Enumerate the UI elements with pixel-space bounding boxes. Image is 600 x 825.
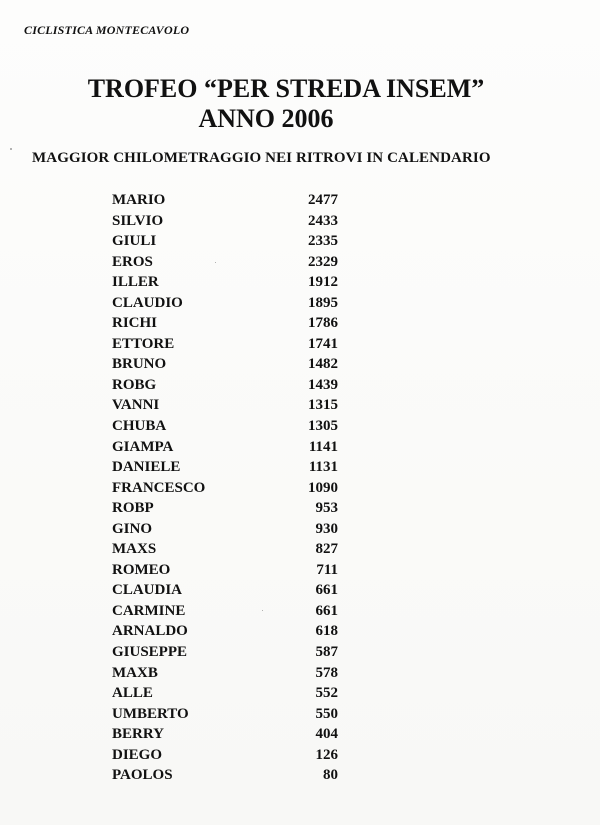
- table-row: [112, 395, 352, 416]
- rider-name: UMBERTO: [112, 705, 189, 722]
- rider-km: 1482: [308, 356, 338, 373]
- rider-name: RICHI: [112, 315, 158, 332]
- rider-name: FRANCESCO: [112, 479, 206, 496]
- rider-name: MARIO: [112, 192, 166, 208]
- table-row: [112, 519, 352, 540]
- table-row: [112, 293, 352, 314]
- table-row: [112, 457, 352, 478]
- table-row: [112, 272, 352, 293]
- rider-name: MAXB: [112, 664, 158, 681]
- rider-name: BERRY: [112, 726, 164, 743]
- rider-name: ARNALDO: [112, 623, 188, 640]
- rider-km: 2335: [308, 233, 338, 250]
- table-row: [112, 231, 352, 252]
- rider-name: SILVIO: [112, 212, 164, 229]
- rider-name: ROBG: [112, 376, 157, 393]
- rider-km: 1439: [308, 376, 338, 393]
- rider-km: 404: [315, 726, 338, 743]
- table-row: [112, 478, 352, 499]
- table-row: [112, 663, 352, 684]
- rider-km: 930: [315, 520, 338, 537]
- table-row: [112, 765, 352, 786]
- rider-km: 1305: [308, 418, 338, 435]
- table-row: [112, 683, 352, 704]
- rider-km: 578: [315, 664, 338, 681]
- table-row: [112, 539, 352, 560]
- rider-km: 2477: [308, 192, 338, 208]
- rider-km: 80: [323, 767, 338, 784]
- rider-name: BRUNO: [112, 356, 167, 373]
- table-row: [112, 437, 352, 458]
- rider-km: 2329: [308, 253, 338, 270]
- paper-speck: [10, 148, 12, 150]
- table-row: [112, 354, 352, 375]
- rider-km: 953: [315, 500, 338, 517]
- rider-name: PAOLOS: [112, 767, 173, 784]
- rankings-table: [112, 190, 352, 786]
- rider-km: 587: [315, 644, 338, 661]
- rider-km: 661: [315, 602, 338, 619]
- table-row: [112, 334, 352, 355]
- rider-name: ROMEO: [112, 561, 171, 578]
- table-row: [112, 745, 352, 766]
- rider-km: 1090: [308, 479, 338, 496]
- paper-speck: [215, 262, 216, 263]
- rider-km: 1131: [308, 459, 338, 476]
- rider-km: 711: [316, 561, 338, 578]
- rider-name: CHUBA: [112, 418, 167, 435]
- rider-name: DANIELE: [112, 459, 181, 476]
- rider-name: EROS: [112, 253, 153, 270]
- rider-km: 661: [315, 582, 338, 599]
- table-row: [112, 498, 352, 519]
- table-row: [112, 252, 352, 273]
- rider-km: 827: [315, 541, 338, 558]
- rider-km: 550: [315, 705, 338, 722]
- table-row: [112, 190, 352, 211]
- rider-name: CARMINE: [112, 602, 186, 619]
- rider-name: ALLE: [112, 685, 153, 702]
- rider-name: ROBP: [112, 500, 154, 517]
- table-row: [112, 601, 352, 622]
- rider-name: DIEGO: [112, 746, 163, 763]
- table-row: [112, 313, 352, 334]
- table-row: [112, 724, 352, 745]
- rider-km: 126: [315, 746, 338, 763]
- rider-km: 2433: [308, 212, 338, 229]
- rider-name: GIULI: [112, 233, 157, 250]
- rider-name: GINO: [112, 520, 153, 537]
- page-title: TROFEO “PER STREDA INSEM”: [87, 74, 485, 103]
- table-row: [112, 211, 352, 232]
- rider-name: ILLER: [112, 274, 159, 291]
- rider-name: MAXS: [112, 541, 157, 558]
- rider-km: 552: [315, 685, 338, 702]
- table-row: [112, 704, 352, 725]
- table-row: [112, 580, 352, 601]
- page-subtitle: MAGGIOR CHILOMETRAGGIO NEI RITROVI IN CALENDARIO: [32, 150, 491, 166]
- club-name: CICLISTICA MONTECAVOLO: [24, 23, 190, 37]
- rider-name: CLAUDIO: [112, 294, 183, 311]
- table-row: [112, 416, 352, 437]
- rider-name: VANNI: [112, 397, 160, 414]
- rider-km: 1315: [308, 397, 338, 414]
- rider-name: CLAUDIA: [112, 582, 183, 599]
- rider-km: 1912: [308, 274, 338, 291]
- table-row: [112, 642, 352, 663]
- rider-name: GIAMPA: [112, 438, 174, 455]
- page-year: ANNO 2006: [198, 104, 334, 133]
- table-row: [112, 375, 352, 396]
- table-row: [112, 560, 352, 581]
- table-row: [112, 621, 352, 642]
- rider-km: 1786: [308, 315, 338, 332]
- rider-km: 1141: [308, 438, 338, 455]
- rider-name: GIUSEPPE: [112, 644, 188, 661]
- paper-speck: [262, 610, 263, 611]
- rider-name: ETTORE: [112, 335, 175, 352]
- rider-km: 618: [315, 623, 338, 640]
- rider-km: 1741: [308, 335, 338, 352]
- rider-km: 1895: [308, 294, 338, 311]
